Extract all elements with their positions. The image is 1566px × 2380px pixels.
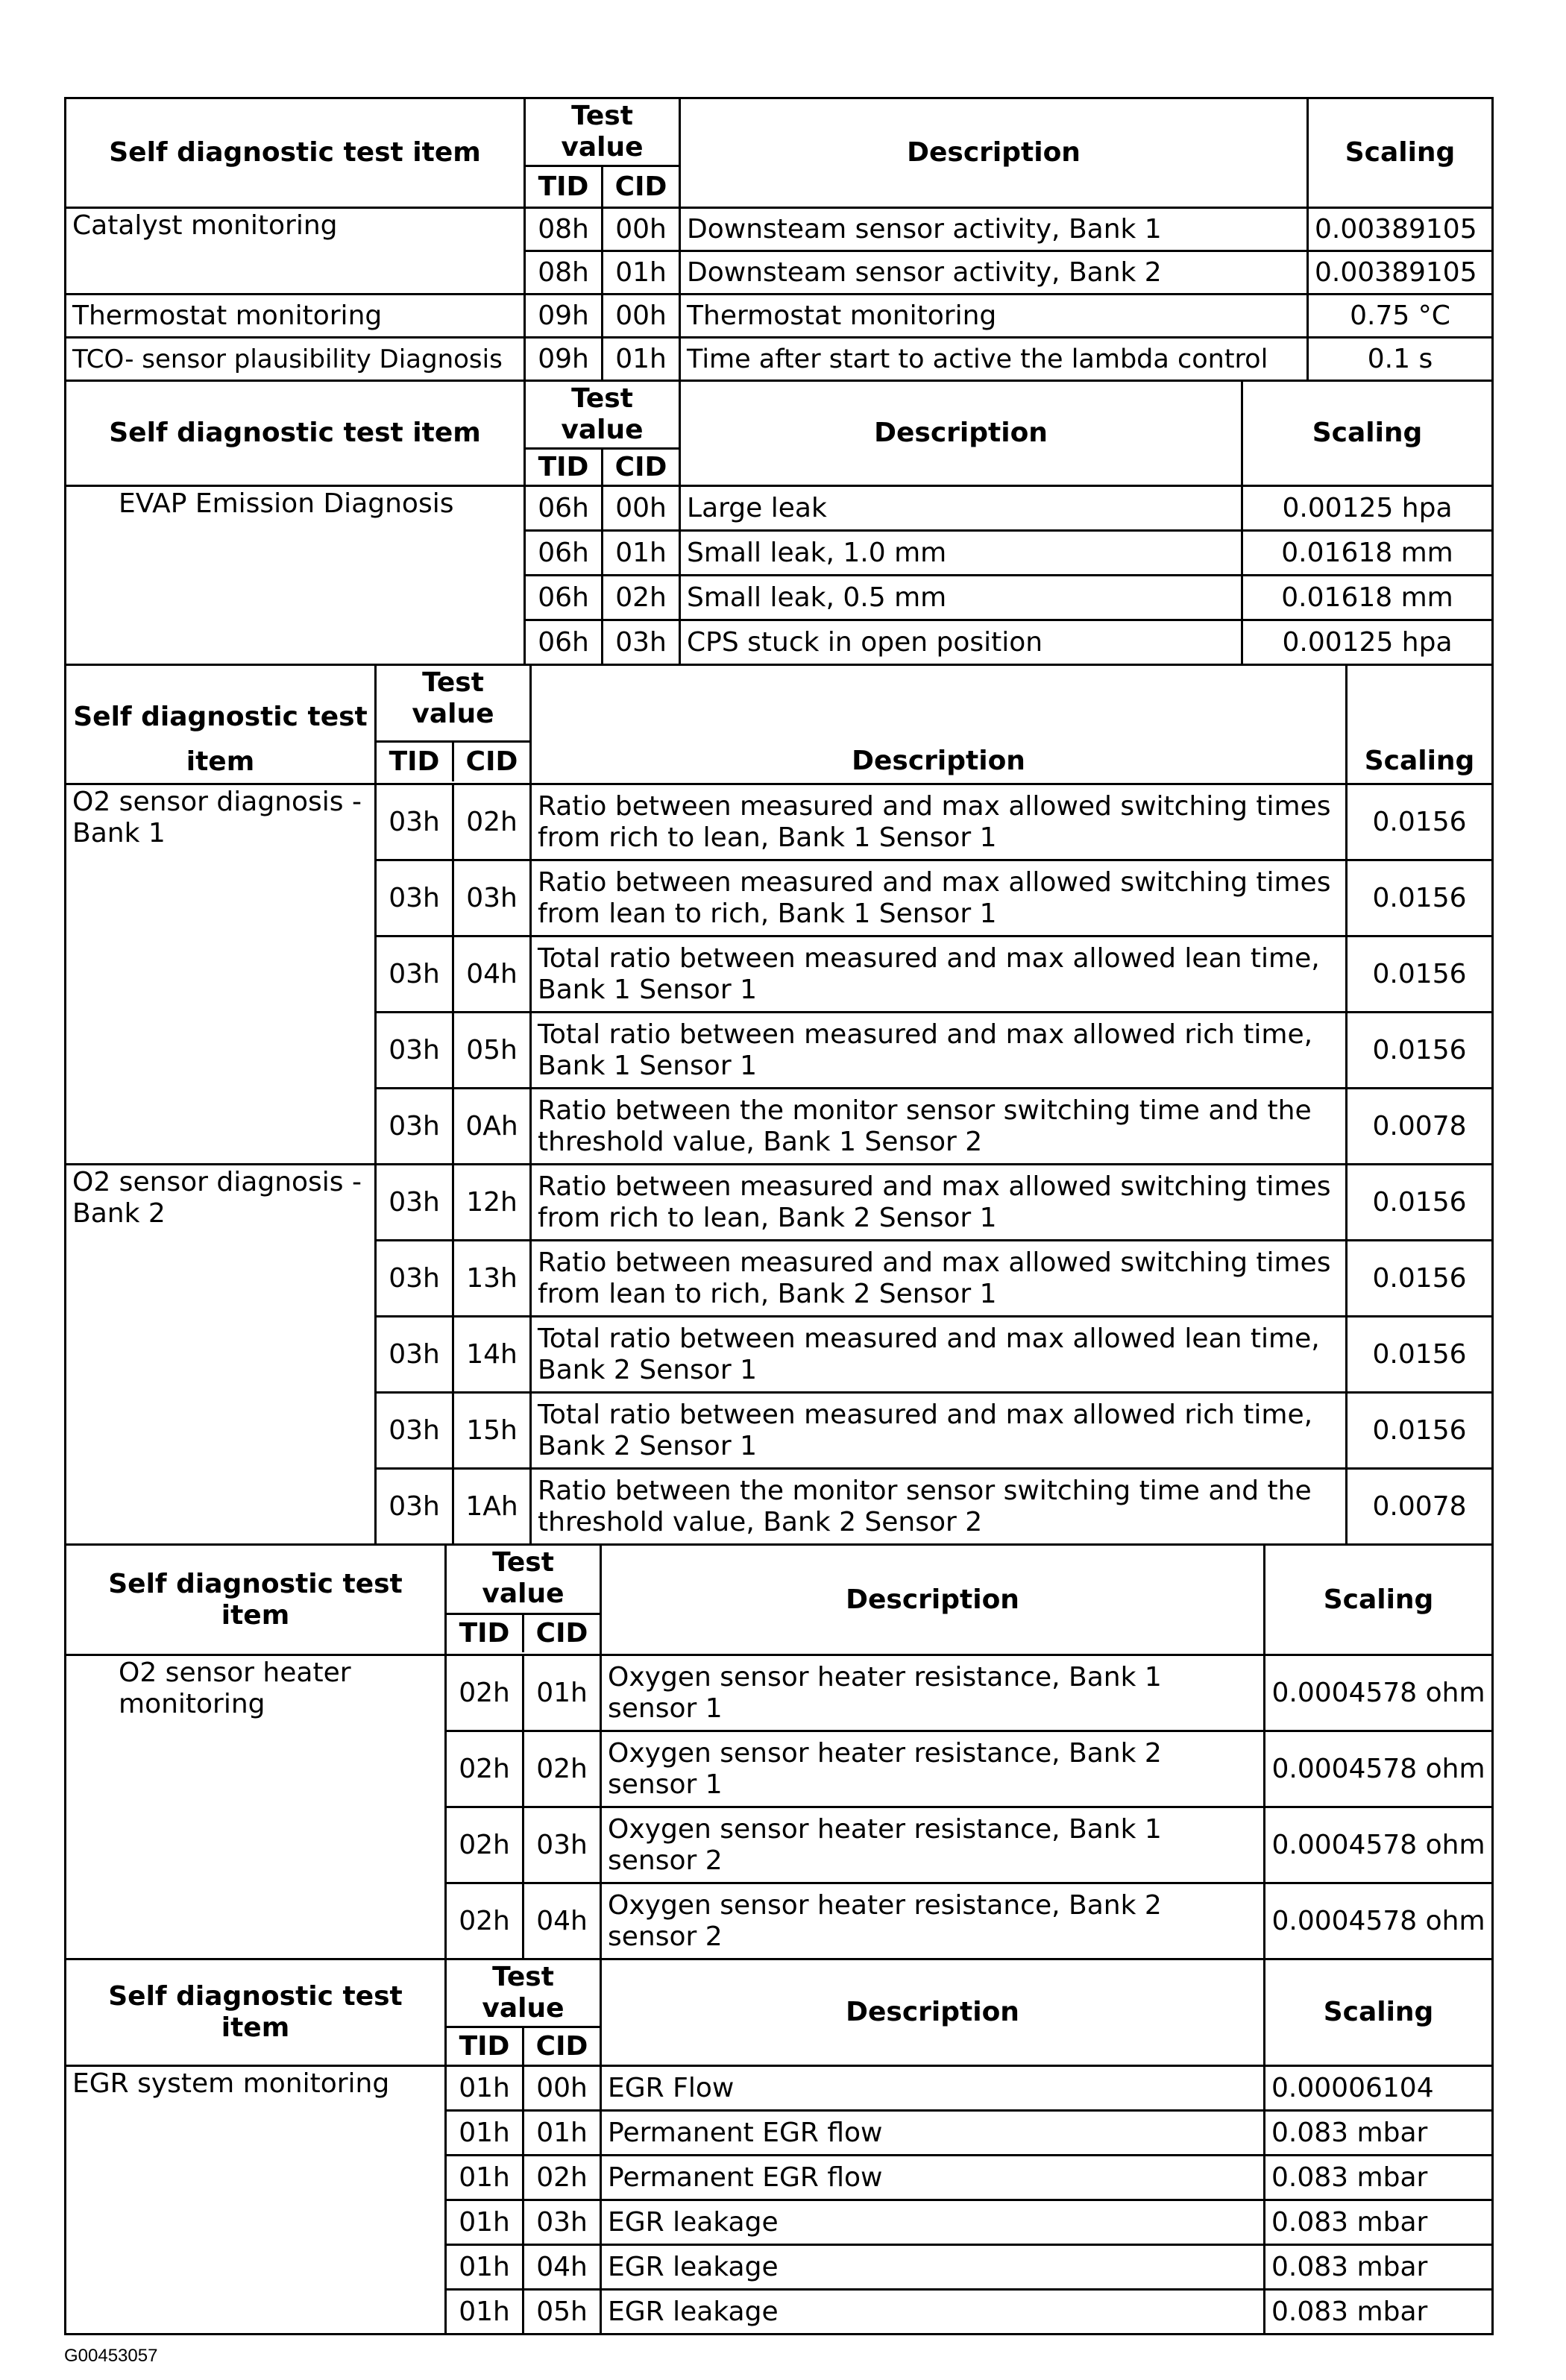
cid-cell: 00h xyxy=(603,208,680,251)
table-catalyst-thermostat xyxy=(64,97,1494,382)
scaling-cell: 0.0156 xyxy=(1347,1013,1493,1089)
header-test-item xyxy=(66,665,376,784)
header-test-value-block xyxy=(446,1545,601,1655)
test-item-cell: O2 sensor heater monitoring xyxy=(66,1655,446,1959)
description-cell: Thermostat monitoring xyxy=(680,295,1308,338)
description-cell: Time after start to active the lambda control xyxy=(680,338,1308,381)
test-item-cell: EGR system monitoring xyxy=(66,2066,446,2335)
cid-cell: 00h xyxy=(523,2066,601,2111)
table-row xyxy=(66,2066,1493,2111)
description-cell: EGR Flow xyxy=(601,2066,1265,2111)
cid-cell: 0Ah xyxy=(453,1089,531,1165)
diagnostic-tables xyxy=(64,97,1491,2335)
description-cell: Oxygen sensor heater resistance, Bank 2 sensor 1 xyxy=(601,1731,1265,1807)
description-cell: Ratio between measured and max allowed switching times from rich to lean, Bank 1 Sensor 1 xyxy=(531,784,1347,860)
tid-cell: 01h xyxy=(446,2111,523,2156)
scaling-cell: 0.0156 xyxy=(1347,1317,1493,1393)
scaling-cell: 0.0156 xyxy=(1347,1165,1493,1241)
scaling-cell: 0.00389105 xyxy=(1308,251,1493,295)
cid-cell: 04h xyxy=(453,936,531,1013)
scaling-cell: 0.0078 xyxy=(1347,1469,1493,1545)
table-egr xyxy=(64,1958,1494,2335)
header-tid: TID xyxy=(446,2027,523,2066)
table-row xyxy=(66,486,1493,531)
description-cell: Ratio between the monitor sensor switching time and the threshold value, Bank 1 Sensor 2 xyxy=(531,1089,1347,1165)
header-test-value: Test value xyxy=(525,381,680,449)
header-test-item-line2: item xyxy=(186,746,255,777)
header-value-word: value xyxy=(412,699,494,729)
scaling-cell: 0.083 mbar xyxy=(1265,2290,1493,2335)
header-cid: CID xyxy=(523,2027,601,2066)
description-cell: EGR leakage xyxy=(601,2245,1265,2290)
header-scaling: Scaling xyxy=(1242,381,1493,486)
description-cell: Small leak, 0.5 mm xyxy=(680,576,1242,620)
header-description: Description xyxy=(601,1959,1265,2066)
header-description: Description xyxy=(601,1545,1265,1655)
tid-cell: 09h xyxy=(525,338,603,381)
cid-cell: 02h xyxy=(453,784,531,860)
description-cell: Oxygen sensor heater resistance, Bank 2 sensor 2 xyxy=(601,1883,1265,1959)
scaling-cell: 0.01618 mm xyxy=(1242,531,1493,576)
description-cell: Downsteam sensor activity, Bank 2 xyxy=(680,251,1308,295)
tid-cell: 01h xyxy=(446,2245,523,2290)
tid-cell: 03h xyxy=(376,1089,453,1165)
description-cell: Oxygen sensor heater resistance, Bank 1 sensor 1 xyxy=(601,1655,1265,1731)
description-cell: Large leak xyxy=(680,486,1242,531)
tid-cell: 01h xyxy=(446,2066,523,2111)
cid-cell: 01h xyxy=(603,531,680,576)
tid-cell: 03h xyxy=(376,1469,453,1545)
header-cid: CID xyxy=(603,449,680,486)
cid-cell: 01h xyxy=(523,2111,601,2156)
scaling-cell: 0.75 °C xyxy=(1308,295,1493,338)
description-cell: Small leak, 1.0 mm xyxy=(680,531,1242,576)
scaling-cell: 0.0004578 ohm xyxy=(1265,1731,1493,1807)
cid-cell: 02h xyxy=(603,576,680,620)
header-test-item-line1: Self diagnostic test xyxy=(73,701,368,732)
cid-cell: 00h xyxy=(603,486,680,531)
cid-cell: 00h xyxy=(603,295,680,338)
cid-cell: 1Ah xyxy=(453,1469,531,1545)
cid-cell: 04h xyxy=(523,1883,601,1959)
cid-cell: 12h xyxy=(453,1165,531,1241)
header-test-word: Test xyxy=(492,1547,554,1578)
cid-cell: 03h xyxy=(523,2200,601,2245)
scaling-cell: 0.00125 hpa xyxy=(1242,620,1493,665)
scaling-cell: 0.0078 xyxy=(1347,1089,1493,1165)
header-test-item: Self diagnostic test item xyxy=(66,1959,446,2066)
header-cid: CID xyxy=(603,166,680,208)
tid-cell: 03h xyxy=(376,860,453,936)
tid-cell: 03h xyxy=(376,1317,453,1393)
scaling-cell: 0.00006104 xyxy=(1265,2066,1493,2111)
description-cell: Total ratio between measured and max allowed rich time, Bank 2 Sensor 1 xyxy=(531,1393,1347,1469)
figure-id: G00453057 xyxy=(64,2346,158,2366)
test-item-cell: TCO- sensor plausibility Diagnosis xyxy=(66,338,525,381)
table-row xyxy=(66,784,1493,860)
tid-cell: 03h xyxy=(376,1165,453,1241)
table-row xyxy=(66,1655,1493,1731)
header-test-item: Self diagnostic test item xyxy=(66,1545,446,1655)
header-description: Description xyxy=(680,381,1242,486)
description-cell: Ratio between measured and max allowed switching times from lean to rich, Bank 2 Sensor 1 xyxy=(531,1241,1347,1317)
header-test-value: Test value xyxy=(525,98,680,166)
scaling-cell: 0.083 mbar xyxy=(1265,2156,1493,2200)
cid-cell: 02h xyxy=(523,1731,601,1807)
header-cid: CID xyxy=(465,746,518,777)
header-tid: TID xyxy=(525,449,603,486)
description-cell: Permanent EGR flow xyxy=(601,2156,1265,2200)
tid-cell: 03h xyxy=(376,1241,453,1317)
header-description: Description xyxy=(680,98,1308,208)
scaling-cell: 0.00125 hpa xyxy=(1242,486,1493,531)
description-cell: Total ratio between measured and max allowed rich time, Bank 1 Sensor 1 xyxy=(531,1013,1347,1089)
scaling-cell: 0.0156 xyxy=(1347,936,1493,1013)
tid-cell: 06h xyxy=(525,486,603,531)
cid-cell: 01h xyxy=(603,251,680,295)
cid-cell: 04h xyxy=(523,2245,601,2290)
description-cell: CPS stuck in open position xyxy=(680,620,1242,665)
header-test-item: Self diagnostic test item xyxy=(66,381,525,486)
cid-cell: 05h xyxy=(453,1013,531,1089)
cid-cell: 01h xyxy=(603,338,680,381)
cid-cell: 01h xyxy=(523,1655,601,1731)
header-scaling: Scaling xyxy=(1265,1545,1493,1655)
header-tid: TID xyxy=(525,166,603,208)
tid-cell: 06h xyxy=(525,620,603,665)
test-item-cell: Catalyst monitoring xyxy=(66,208,525,295)
description-cell: Ratio between measured and max allowed switching times from rich to lean, Bank 2 Sensor 1 xyxy=(531,1165,1347,1241)
description-cell: Downsteam sensor activity, Bank 1 xyxy=(680,208,1308,251)
scaling-cell: 0.0004578 ohm xyxy=(1265,1883,1493,1959)
scaling-cell: 0.083 mbar xyxy=(1265,2245,1493,2290)
cid-cell: 05h xyxy=(523,2290,601,2335)
description-cell: Permanent EGR flow xyxy=(601,2111,1265,2156)
scaling-cell: 0.0156 xyxy=(1347,1241,1493,1317)
cid-cell: 02h xyxy=(523,2156,601,2200)
tid-cell: 03h xyxy=(376,936,453,1013)
cid-cell: 15h xyxy=(453,1393,531,1469)
test-item-cell: O2 sensor diagnosis - Bank 2 xyxy=(66,1165,376,1545)
cid-cell: 03h xyxy=(453,860,531,936)
description-cell: EGR leakage xyxy=(601,2290,1265,2335)
tid-cell: 02h xyxy=(446,1731,523,1807)
test-item-cell: EVAP Emission Diagnosis xyxy=(66,486,525,665)
table-row xyxy=(66,338,1493,381)
tid-cell: 09h xyxy=(525,295,603,338)
table-row xyxy=(66,1165,1493,1241)
tid-cell: 08h xyxy=(525,208,603,251)
tid-cell: 03h xyxy=(376,784,453,860)
scaling-cell: 0.0156 xyxy=(1347,1393,1493,1469)
header-cid: CID xyxy=(535,1618,588,1649)
tid-cell: 03h xyxy=(376,1393,453,1469)
tid-cell: 06h xyxy=(525,531,603,576)
table-row xyxy=(66,208,1493,251)
tid-cell: 06h xyxy=(525,576,603,620)
tid-cell: 02h xyxy=(446,1883,523,1959)
description-cell: Total ratio between measured and max allowed lean time, Bank 1 Sensor 1 xyxy=(531,936,1347,1013)
header-tid: TID xyxy=(447,1615,524,1652)
cid-cell: 03h xyxy=(523,1807,601,1883)
tid-cell: 02h xyxy=(446,1655,523,1731)
header-tid: TID xyxy=(377,743,454,781)
header-test-value: Test value xyxy=(446,1959,601,2027)
table-o2-sensor-diagnosis xyxy=(64,664,1494,1546)
scaling-cell: 0.00389105 xyxy=(1308,208,1493,251)
tid-cell: 01h xyxy=(446,2200,523,2245)
header-test-value-block xyxy=(376,665,531,784)
tid-cell: 03h xyxy=(376,1013,453,1089)
scaling-cell: 0.0004578 ohm xyxy=(1265,1655,1493,1731)
description-cell: Total ratio between measured and max allowed lean time, Bank 2 Sensor 1 xyxy=(531,1317,1347,1393)
table-row xyxy=(66,295,1493,338)
test-item-cell: O2 sensor diagnosis - Bank 1 xyxy=(66,784,376,1165)
header-test-item: Self diagnostic test item xyxy=(66,98,525,208)
tid-cell: 02h xyxy=(446,1807,523,1883)
description-cell: Ratio between the monitor sensor switching time and the threshold value, Bank 2 Sensor 2 xyxy=(531,1469,1347,1545)
header-description: Description xyxy=(531,665,1347,784)
description-cell: Oxygen sensor heater resistance, Bank 1 sensor 2 xyxy=(601,1807,1265,1883)
scaling-cell: 0.01618 mm xyxy=(1242,576,1493,620)
cid-cell: 13h xyxy=(453,1241,531,1317)
description-cell: Ratio between measured and max allowed switching times from lean to rich, Bank 1 Sensor 1 xyxy=(531,860,1347,936)
tid-cell: 01h xyxy=(446,2290,523,2335)
tid-cell: 01h xyxy=(446,2156,523,2200)
table-o2-heater xyxy=(64,1543,1494,1960)
scaling-cell: 0.083 mbar xyxy=(1265,2111,1493,2156)
header-scaling: Scaling xyxy=(1308,98,1493,208)
header-value-word: value xyxy=(482,1578,565,1609)
tid-cell: 08h xyxy=(525,251,603,295)
scaling-cell: 0.083 mbar xyxy=(1265,2200,1493,2245)
header-test-word: Test xyxy=(422,667,484,698)
scaling-cell: 0.1 s xyxy=(1308,338,1493,381)
scaling-cell: 0.0156 xyxy=(1347,784,1493,860)
test-item-cell: Thermostat monitoring xyxy=(66,295,525,338)
header-scaling: Scaling xyxy=(1347,665,1493,784)
scaling-cell: 0.0004578 ohm xyxy=(1265,1807,1493,1883)
table-evap xyxy=(64,380,1494,666)
header-scaling: Scaling xyxy=(1265,1959,1493,2066)
cid-cell: 14h xyxy=(453,1317,531,1393)
scaling-cell: 0.0156 xyxy=(1347,860,1493,936)
description-cell: EGR leakage xyxy=(601,2200,1265,2245)
cid-cell: 03h xyxy=(603,620,680,665)
